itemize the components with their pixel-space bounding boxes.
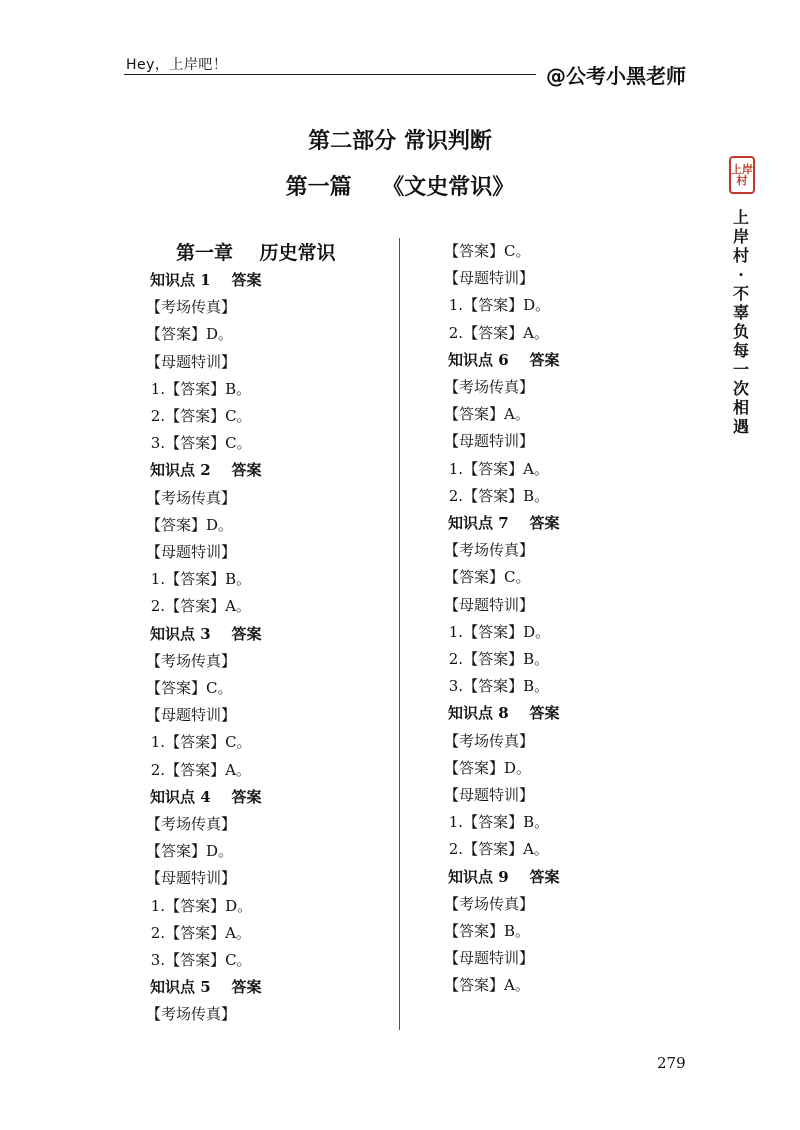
answer-line: 2.【答案】A。 [146, 597, 251, 616]
answer-line: 【母题特训】 [444, 432, 535, 451]
answer-line: 3.【答案】C。 [146, 434, 252, 453]
header-rule [124, 74, 536, 75]
answer-line: 【答案】D。 [146, 515, 234, 534]
answer-line: 【考场传真】 [146, 298, 237, 317]
answer-line: 1.【答案】D。 [146, 896, 253, 915]
answer-line: 【答案】D。 [444, 758, 532, 777]
knowledge-point-heading: 知识点 5 答案 [150, 978, 262, 997]
knowledge-point-heading: 知识点 1 答案 [150, 271, 262, 289]
header-left-text: Hey，上岸吧！ [126, 57, 228, 73]
knowledge-point-heading: 知识点 3 答案 [150, 624, 262, 643]
knowledge-point-heading: 知识点 8 答案 [448, 704, 560, 723]
answer-line: 1.【答案】A。 [444, 459, 549, 478]
answer-line: 【答案】B。 [444, 922, 531, 940]
knowledge-point-heading: 知识点 7 答案 [448, 514, 560, 532]
answer-line: 【考场传真】 [444, 541, 535, 560]
answer-line: 【母题特训】 [444, 269, 535, 288]
answer-line: 2.【答案】A。 [146, 923, 251, 942]
answer-line: 【答案】C。 [444, 568, 531, 587]
answer-line: 【母题特训】 [146, 869, 237, 888]
answer-line: 【母题特训】 [146, 706, 237, 725]
answer-line: 【母题特训】 [146, 543, 237, 561]
answer-line: 2.【答案】B。 [444, 486, 550, 505]
answer-line: 2.【答案】C。 [146, 407, 252, 425]
answer-line: 【考场传真】 [444, 894, 535, 913]
answer-line: 【答案】D。 [146, 325, 234, 344]
answer-line: 【考场传真】 [146, 651, 237, 670]
answer-line: 2.【答案】A。 [444, 840, 549, 859]
answer-line: 【母题特训】 [444, 949, 535, 968]
page-number: 279 [657, 1054, 686, 1072]
answer-line: 3.【答案】B。 [444, 677, 550, 696]
answer-line: 3.【答案】C。 [146, 951, 252, 969]
answer-line: 1.【答案】C。 [146, 733, 252, 752]
answer-line: 【答案】A。 [444, 976, 530, 995]
answer-line: 【考场传真】 [444, 378, 535, 396]
knowledge-point-heading: 知识点 6 答案 [448, 350, 560, 369]
answer-line: 【考场传真】 [146, 488, 237, 507]
answer-line: 【考场传真】 [444, 731, 535, 750]
answer-line: 【答案】C。 [444, 242, 531, 260]
answer-line: 【答案】A。 [444, 405, 530, 424]
knowledge-point-heading: 知识点 9 答案 [448, 867, 560, 886]
answer-line: 【考场传真】 [146, 1005, 237, 1024]
answer-line: 1.【答案】D。 [444, 296, 551, 315]
answer-line: 【考场传真】 [146, 815, 237, 833]
answer-line: 2.【答案】A。 [444, 323, 549, 342]
answer-line: 2.【答案】B。 [444, 650, 550, 668]
answer-line: 1.【答案】B。 [146, 570, 252, 589]
part-title: 第二部分 常识判断 [308, 129, 492, 154]
answer-line: 1.【答案】B。 [444, 813, 550, 832]
answer-line: 2.【答案】A。 [146, 760, 251, 779]
answer-line: 【母题特训】 [444, 595, 535, 614]
side-slogan: 上岸村·不辜负每一次相遇 [732, 208, 749, 436]
chapter-title: 第一章 历史常识 [176, 242, 336, 264]
column-divider [399, 238, 400, 1030]
answer-line: 【母题特训】 [146, 352, 237, 371]
knowledge-point-heading: 知识点 2 答案 [150, 461, 262, 480]
knowledge-point-heading: 知识点 4 答案 [150, 787, 262, 806]
answer-line: 【母题特训】 [444, 786, 535, 804]
seal-stamp [729, 156, 755, 194]
answer-line: 【答案】C。 [146, 679, 233, 697]
answer-line: 1.【答案】D。 [444, 622, 551, 641]
answer-line: 1.【答案】B。 [146, 379, 252, 398]
book-title: 第一篇 《文史常识》 [285, 175, 515, 200]
header-right-text: @公考小黑老师 [546, 64, 686, 88]
answer-line: 【答案】D。 [146, 842, 234, 861]
seal-stamp-text: 上岸村 [731, 163, 753, 187]
